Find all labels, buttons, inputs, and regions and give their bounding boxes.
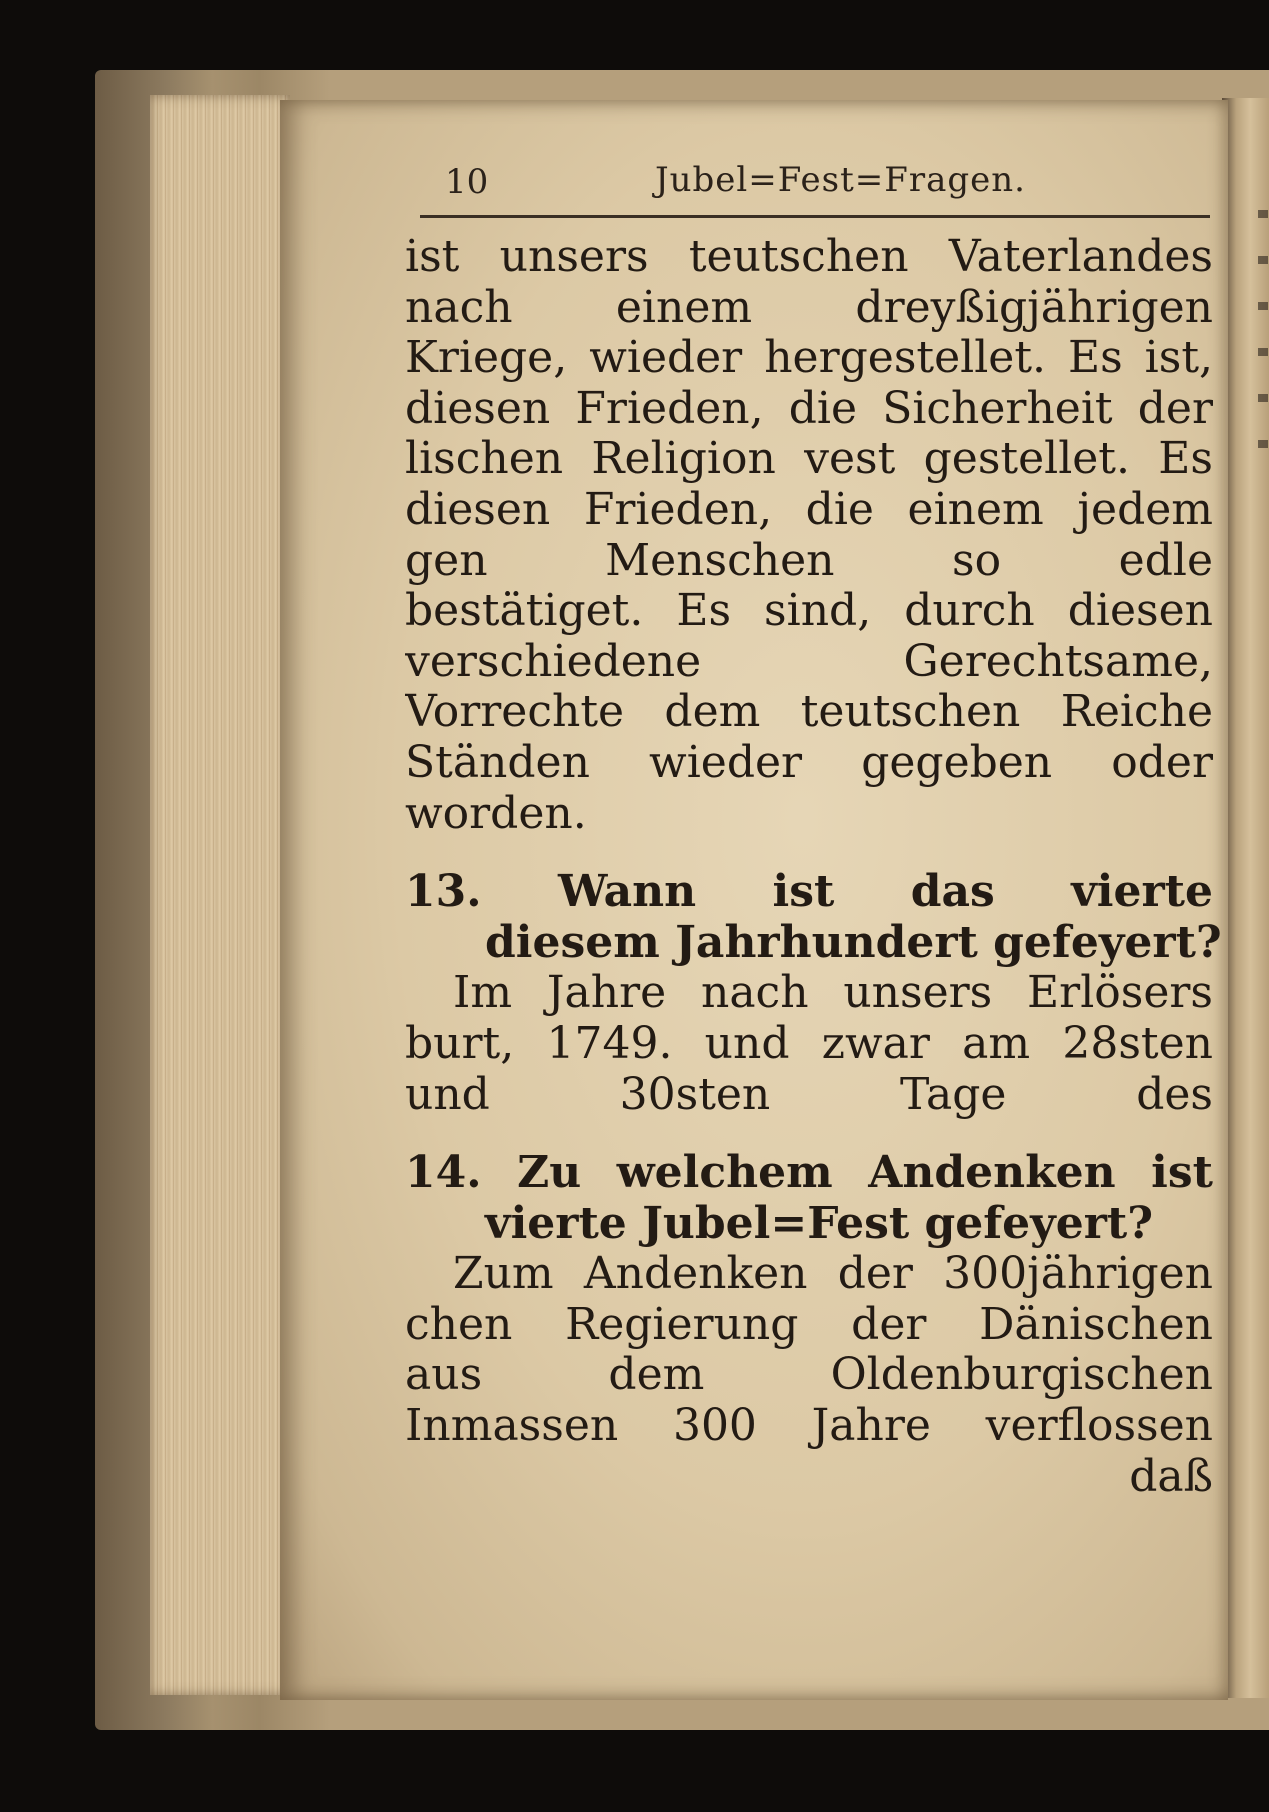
running-head: Jubel=Fest=Fragen. [655, 160, 1026, 200]
text-line: diesen Frieden, die Sicherheit der [405, 383, 1213, 434]
question-line: diesem Jahrhundert gefeyert? [485, 916, 1222, 968]
page-edges [150, 95, 290, 1695]
text-line: ist unsers teutschen Vaterlandes [405, 232, 1213, 282]
question-line: 13. Wann ist das vierte [405, 867, 1213, 918]
page-number: 10 [445, 162, 489, 202]
text-line: aus dem Oldenburgischen [405, 1350, 1213, 1401]
text-line: chen Regierung der Dänischen [405, 1299, 1213, 1350]
page-body [405, 232, 1222, 1502]
question-14 [405, 1148, 1213, 1249]
paragraph-1 [405, 232, 1213, 839]
question-line: vierte Jubel=Fest gefeyert? [485, 1197, 1154, 1249]
text-line: diesen Frieden, die einem jedem [405, 484, 1213, 535]
spacer [405, 839, 1213, 867]
text-line: lischen Religion vest gestellet. Es [405, 434, 1213, 485]
answer-13 [405, 968, 1213, 1120]
header-rule [420, 215, 1210, 218]
page-header [445, 160, 1205, 210]
question-line: 14. Zu welchem Andenken ist [405, 1148, 1213, 1199]
text-line: verschiedene Gerechtsame, [405, 636, 1213, 687]
question-13 [405, 867, 1222, 968]
text-line: Im Jahre nach unsers Erlösers [453, 968, 1213, 1019]
text-line: burt, 1749. und zwar am 28sten [405, 1018, 1213, 1069]
text-line: Inmassen 300 Jahre verflossen [405, 1401, 1213, 1452]
spacer [405, 1120, 1213, 1148]
text-line: Ständen wieder gegeben oder [405, 737, 1213, 788]
text-line: gen Menschen so edle [405, 535, 1213, 586]
catchword: daß [1129, 1450, 1213, 1502]
text-line: nach einem dreyßigjährigen [405, 282, 1213, 333]
text-line: bestätiget. Es sind, durch diesen [405, 586, 1213, 637]
text-line: und 30sten Tage des [405, 1069, 1213, 1120]
text-line: Zum Andenken der 300jährigen [453, 1249, 1213, 1300]
answer-14 [405, 1249, 1213, 1451]
text-line: worden. [405, 787, 587, 839]
facing-page-text-fragment [1258, 210, 1268, 450]
text-line: Kriege, wieder hergestellet. Es ist, [405, 333, 1213, 384]
text-line: Vorrechte dem teutschen Reiche [405, 687, 1213, 738]
